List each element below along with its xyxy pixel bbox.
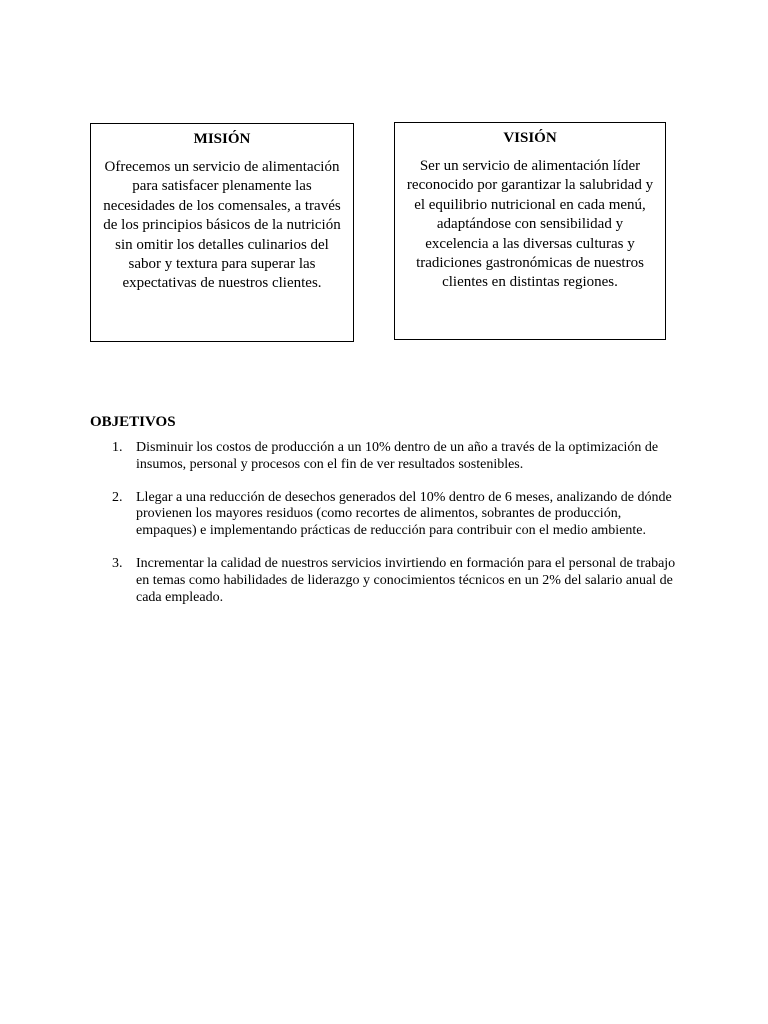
vision-text: Ser un servicio de alimentación líder reconocido por garantizar la salubridad y el equilibrio nutricional en cada menú, adaptándose con sensibilidad y excelencia a las diversas culturas y tradiciones gastronómicas de nuestros clientes en distintas regiones.	[406, 158, 654, 291]
objetivo-item	[90, 440, 682, 474]
objetivos-list	[90, 440, 682, 622]
objetivo-text: Incrementar la calidad de nuestros servicios invirtiendo en formación para el personal de trabajo en temas como habilidades de liderazgo y conocimientos técnicos en un 2% del salario anual de cada empleado.	[136, 555, 676, 605]
mision-box	[90, 123, 354, 342]
mision-text: Ofrecemos un servicio de alimentación para satisfacer plenamente las necesidades de los comensales, a través de los principios básicos de la nutrición sin omitir los detalles culinarios del sabor y textura para superar las expectativas de nuestros clientes.	[103, 159, 341, 292]
objetivo-item	[90, 490, 682, 540]
vision-title: VISIÓN	[503, 130, 557, 146]
objetivo-number: 3.	[112, 555, 123, 571]
vision-box	[394, 122, 666, 340]
objetivo-item	[90, 556, 682, 606]
objetivos-heading: OBJETIVOS	[90, 414, 176, 430]
objetivo-number: 2.	[112, 489, 123, 505]
objetivo-text: Llegar a una reducción de desechos generados del 10% dentro de 6 meses, analizando de dónde provienen los mayores residuos (como recortes de alimentos, sobrantes de producción, empaques) e implementando prácticas de reducción para contribuir con el medio ambiente.	[136, 489, 672, 539]
objetivo-text: Disminuir los costos de producción a un 10% dentro de un año a través de la optimización de insumos, personal y procesos con el fin de ver resultados sostenibles.	[136, 440, 659, 472]
mision-title: MISIÓN	[193, 131, 251, 147]
objetivo-number: 1.	[112, 440, 123, 455]
